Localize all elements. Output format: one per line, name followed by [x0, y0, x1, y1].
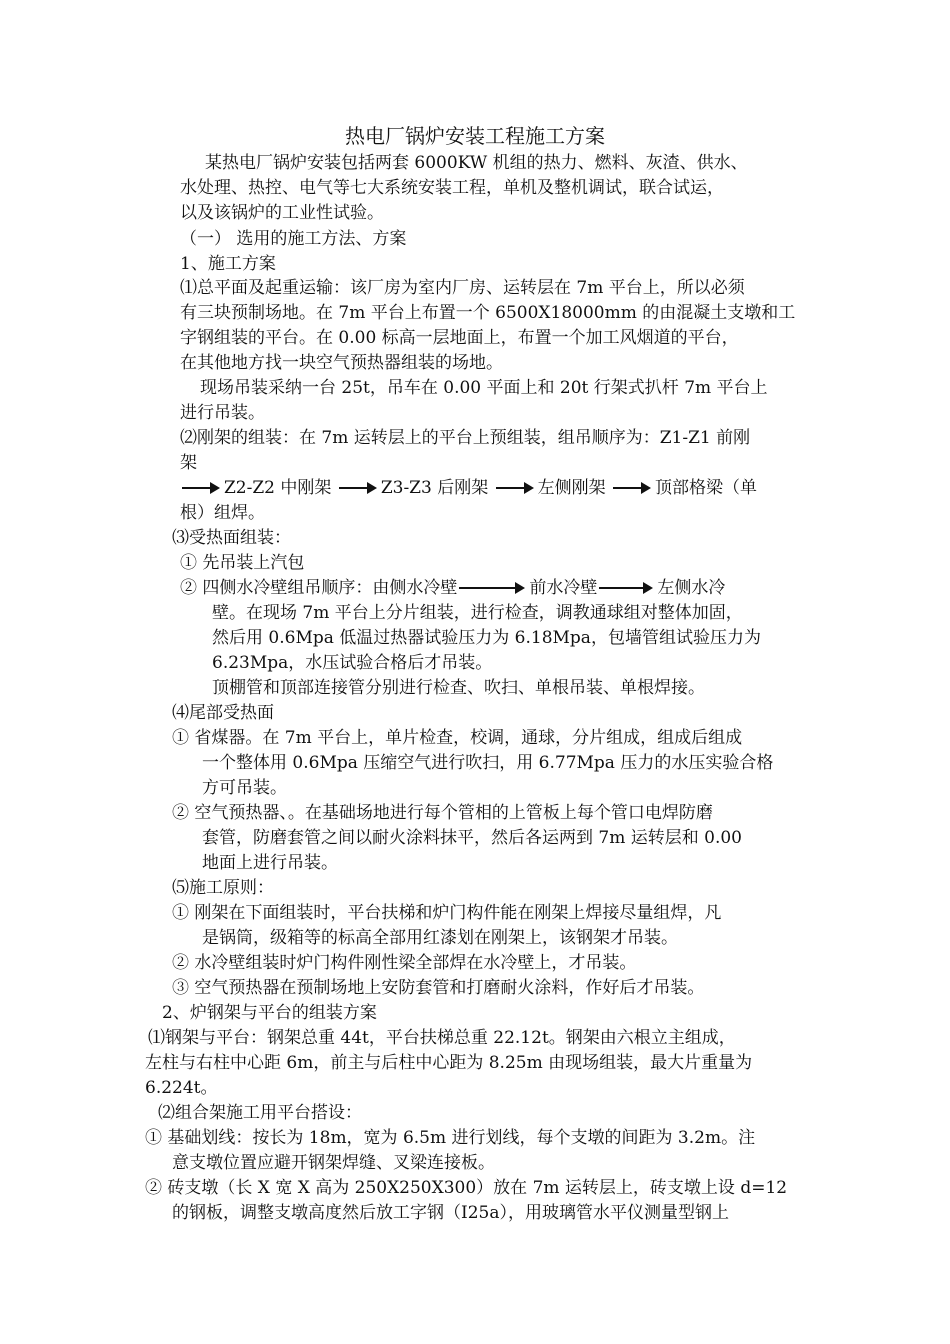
paragraph-line: 是锅筒，级箱等的标高全部用红漆划在刚架上，该钢架才吊装。: [202, 928, 678, 948]
paragraph-line: 的钢板，调整支墩高度然后放工字钢（I25a），用玻璃管水平仪测量型钢上: [172, 1203, 729, 1223]
section-heading: ⑸施工原则：: [172, 878, 274, 898]
sequence-line: [180, 476, 757, 500]
section-heading: ⑷尾部受热面: [172, 703, 274, 723]
paragraph-line: 现场吊装采纳一台 25t，吊车在 0.00 平面上和 20t 行架式扒杆 7m 平台上: [200, 378, 768, 398]
sequence-line: [180, 576, 725, 600]
list-item: ① 省煤器。在 7m 平台上，单片检查，校调，通球，分片组成，组成后组成: [172, 728, 743, 748]
paragraph-line: ⑵刚架的组装：在 7m 运转层上的平台上预组装，组吊顺序为：Z1-Z1 前刚: [180, 428, 751, 448]
paragraph-line: 6.224t。: [145, 1078, 218, 1098]
paragraph-line: 有三块预制场地。在 7m 平台上布置一个 6500X18000mm 的由混凝土支墩和工: [180, 303, 796, 323]
sequence-step: 前水冷壁: [529, 578, 598, 598]
section-heading: 1、施工方案: [180, 254, 276, 274]
list-item: ② 空气预热器、。在基础场地进行每个管相的上管板上每个管口电焊防磨: [172, 803, 713, 823]
section-heading: 2、炉钢架与平台的组装方案: [162, 1003, 377, 1023]
paragraph-line: 6.23Mpa，水压试验合格后才吊装。: [212, 653, 493, 673]
list-item: ① 基础划线：按长为 18m，宽为 6.5m 进行划线，每个支墩的间距为 3.2m。注: [145, 1128, 756, 1148]
list-item: ② 水冷壁组装时炉门构件刚性梁全部焊在水冷壁上，才吊装。: [172, 953, 637, 973]
paragraph-line: 进行吊装。: [180, 403, 265, 423]
paragraph-line: 架: [180, 453, 197, 473]
sequence-step: 左侧水冷: [657, 578, 726, 598]
paragraph-line: 水处理、热控、电气等七大系统安装工程，单机及整机调试，联合试运，: [180, 178, 724, 198]
paragraph-line: 某热电厂锅炉安装包括两套 6000KW 机组的热力、燃料、灰渣、供水、: [205, 153, 748, 173]
section-heading: ⑶受热面组装：: [172, 528, 291, 548]
list-item: ③ 空气预热器在预制场地上安防套管和打磨耐火涂料，作好后才吊装。: [172, 978, 705, 998]
paragraph-line: 字钢组装的平台。在 0.00 标高一层地面上，布置一个加工风烟道的平台，: [180, 328, 739, 348]
sequence-step: 顶部格梁（单: [655, 478, 758, 498]
list-item: ① 先吊装上汽包: [180, 553, 305, 573]
right-arrow-icon: [496, 487, 532, 489]
paragraph-line: 然后用 0.6Mpa 低温过热器试验压力为 6.18Mpa，包墙管组试验压力为: [212, 628, 761, 648]
list-item: ① 刚架在下面组装时，平台扶梯和炉门构件能在刚架上焊接尽量组焊，凡: [172, 903, 722, 923]
paragraph-line: 一个整体用 0.6Mpa 压缩空气进行吹扫，用 6.77Mpa 压力的水压实验合格: [202, 753, 774, 773]
section-heading: ⑵组合架施工用平台搭设：: [158, 1103, 362, 1123]
right-arrow-icon: [459, 587, 523, 589]
paragraph-line: 地面上进行吊装。: [202, 853, 338, 873]
list-item: ② 砖支墩（长 X 宽 X 高为 250X250X300）放在 7m 运转层上，砖支墩上设 d=12: [145, 1178, 788, 1198]
sequence-step: 左侧刚架: [537, 478, 606, 498]
paragraph-line: 在其他地方找一块空气预热器组装的场地。: [180, 353, 503, 373]
sequence-step: Z2-Z2 中刚架: [224, 478, 332, 498]
paragraph-line: ⑴总平面及起重运输：该厂房为室内厂房、运转层在 7m 平台上，所以必须: [180, 278, 745, 298]
right-arrow-icon: [599, 587, 651, 589]
right-arrow-icon: [613, 487, 649, 489]
paragraph-line: ⑴钢架与平台：钢架总重 44t，平台扶梯总重 22.12t。钢架由六根立主组成，: [148, 1028, 736, 1048]
paragraph-line: 以及该锅炉的工业性试验。: [180, 203, 384, 223]
paragraph-line: 根）组焊。: [180, 503, 265, 523]
paragraph-line: 顶棚管和顶部连接管分别进行检查、吹扫、单根吊装、单根焊接。: [212, 678, 705, 698]
paragraph-line: 意支墩位置应避开钢架焊缝、叉梁连接板。: [172, 1153, 495, 1173]
right-arrow-icon: [339, 487, 375, 489]
section-heading: （一） 选用的施工方法、方案: [180, 229, 407, 249]
paragraph-line: 左柱与右柱中心距 6m，前主与后柱中心距为 8.25m 由现场组装，最大片重量为: [145, 1053, 753, 1073]
paragraph-line: 方可吊装。: [202, 778, 287, 798]
sequence-step: Z3-Z3 后刚架: [380, 478, 489, 498]
paragraph-line: 套管，防磨套管之间以耐火涂料抹平，然后各运两到 7m 运转层和 0.00: [202, 828, 742, 848]
right-arrow-icon: [182, 487, 218, 489]
sequence-step: ② 四侧水冷壁组吊顺序：由侧水冷壁: [180, 578, 458, 598]
paragraph-line: 壁。在现场 7m 平台上分片组装，进行检查，调教通球组对整体加固，: [212, 603, 743, 623]
document-title: 热电厂锅炉安装工程施工方案: [345, 124, 605, 148]
